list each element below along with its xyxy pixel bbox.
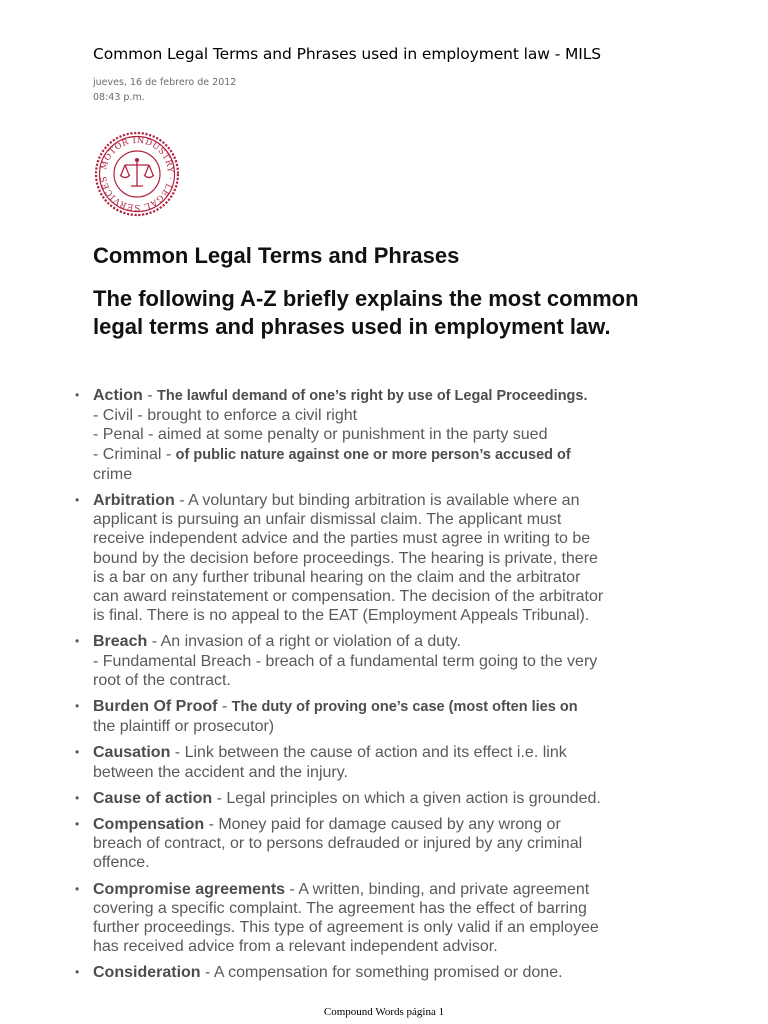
bullet-icon: • — [75, 881, 80, 896]
document-title: Common Legal Terms and Phrases used in employment law - MILS — [93, 45, 602, 63]
term-name: Breach — [93, 633, 148, 651]
term-definition-line: has received advice from a relevant independent advisor. — [93, 938, 498, 956]
term-name: Burden Of Proof — [93, 698, 218, 716]
term-definition-line: applicant is pursuing an unfair dismissal claim. The applicant must — [93, 511, 562, 529]
term-name: Compensation — [93, 816, 205, 834]
term-definition-line: can award reinstatement or compensation. The decision of the arbitrator — [93, 588, 604, 606]
term-definition: The duty of proving one’s case (most often lies on — [231, 699, 578, 716]
term-definition-line: further proceedings. This type of agreement is only valid if an employee — [93, 919, 599, 937]
bullet-icon: • — [75, 493, 80, 508]
bullet-icon: • — [75, 817, 80, 832]
term-definition-line: the plaintiff or prosecutor) — [93, 718, 275, 736]
term-causation — [75, 743, 695, 781]
document-meta — [93, 75, 733, 105]
term-definition-line: covering a specific complaint. The agreement has the effect of barring — [93, 899, 587, 917]
term-definition-line: breach of contract, or to persons defrauded or injured by any criminal — [93, 835, 583, 853]
term-compromise-agreements — [75, 880, 695, 957]
term-sub-line: crime — [93, 465, 133, 483]
bullet-icon: • — [75, 699, 80, 714]
term-definition: - A voluntary but binding arbitration is available where an — [174, 492, 580, 510]
term-name: Action — [93, 387, 143, 404]
term-consideration — [75, 963, 695, 982]
term-arbitration — [75, 491, 695, 625]
term-name: Compromise agreements — [93, 880, 286, 898]
term-name: Consideration — [93, 964, 201, 982]
seal-ring-text: MOTOR INDUSTRY · LEGAL SERVICES — [97, 134, 177, 214]
bullet-icon: • — [75, 790, 80, 805]
section-heading: Common Legal Terms and Phrases — [93, 243, 460, 268]
scales-icon — [120, 159, 154, 186]
bullet-icon: • — [75, 634, 80, 649]
term-definition: - A written, binding, and private agreement — [285, 880, 590, 898]
term-definition-line: - Fundamental Breach - breach of a fundamental term going to the very — [93, 652, 598, 670]
term-action: • Action - The lawful demand of one’s right by use of Legal Proceedings. - Civil - brought to enforce a civil right - Penal - aimed at some penalty or punishment in the party sued - Criminal - of public nature against one or more person’s accused of crime — [75, 386, 695, 484]
term-breach — [75, 632, 695, 690]
page-footer: Compound Words página 1 — [323, 1006, 445, 1018]
term-sub-line: - Penal - aimed at some penalty or punishment in the party sued — [93, 426, 548, 444]
term-definition: - Legal principles on which a given action is grounded. — [212, 789, 601, 807]
term-cause-of-action — [75, 789, 695, 808]
term-sub-bold: of public nature against one or more person’s accused of — [175, 446, 571, 463]
term-definition-line: receive independent advice and the parties must agree in writing to be — [93, 530, 591, 548]
bullet-icon: • — [75, 965, 80, 980]
document-time: 08:43 p.m. — [93, 92, 145, 103]
term-compensation — [75, 815, 695, 873]
term-definition: - A compensation for something promised or done. — [200, 964, 563, 982]
term-definition-line: between the accident and the injury. — [93, 763, 348, 781]
term-sub-prefix: - Criminal - — [93, 445, 176, 463]
term-name: Cause of action — [93, 789, 213, 807]
term-definition: - An invasion of a right or violation of a duty. — [147, 633, 461, 651]
intro-heading: The following A-Z briefly explains the most common legal terms and phrases used in employment law. — [93, 286, 639, 339]
bullet-icon: • — [75, 388, 80, 402]
term-definition-line: bound by the decision before proceedings. The hearing is private, there — [93, 549, 598, 567]
document-header — [93, 45, 733, 105]
term-burden-of-proof: • Burden Of Proof - The duty of proving one’s case (most often lies on the plaintiff or prosecutor) — [75, 697, 695, 736]
term-definition-line: offence. — [93, 854, 150, 872]
term-definition-line: is a bar on any further tribunal hearing on the claim and the arbitrator — [93, 568, 581, 586]
bullet-icon: • — [75, 745, 80, 760]
document-date: jueves, 16 de febrero de 2012 — [93, 77, 237, 88]
term-sub-line: - Civil - brought to enforce a civil right — [93, 407, 358, 425]
term-definition: - Money paid for damage caused by any wrong or — [204, 816, 561, 834]
term-definition-line: root of the contract. — [93, 671, 231, 689]
terms-list — [75, 386, 695, 990]
term-definition-line: is final. There is no appeal to the EAT (Employment Appeals Tribunal). — [93, 607, 590, 625]
term-name: Arbitration — [93, 492, 175, 510]
term-definition: The lawful demand of one’s right by use of Legal Proceedings. — [157, 388, 588, 404]
mils-seal-logo — [93, 130, 181, 218]
term-name: Causation — [93, 744, 171, 762]
term-definition: - Link between the cause of action and its effect i.e. link — [170, 744, 567, 762]
